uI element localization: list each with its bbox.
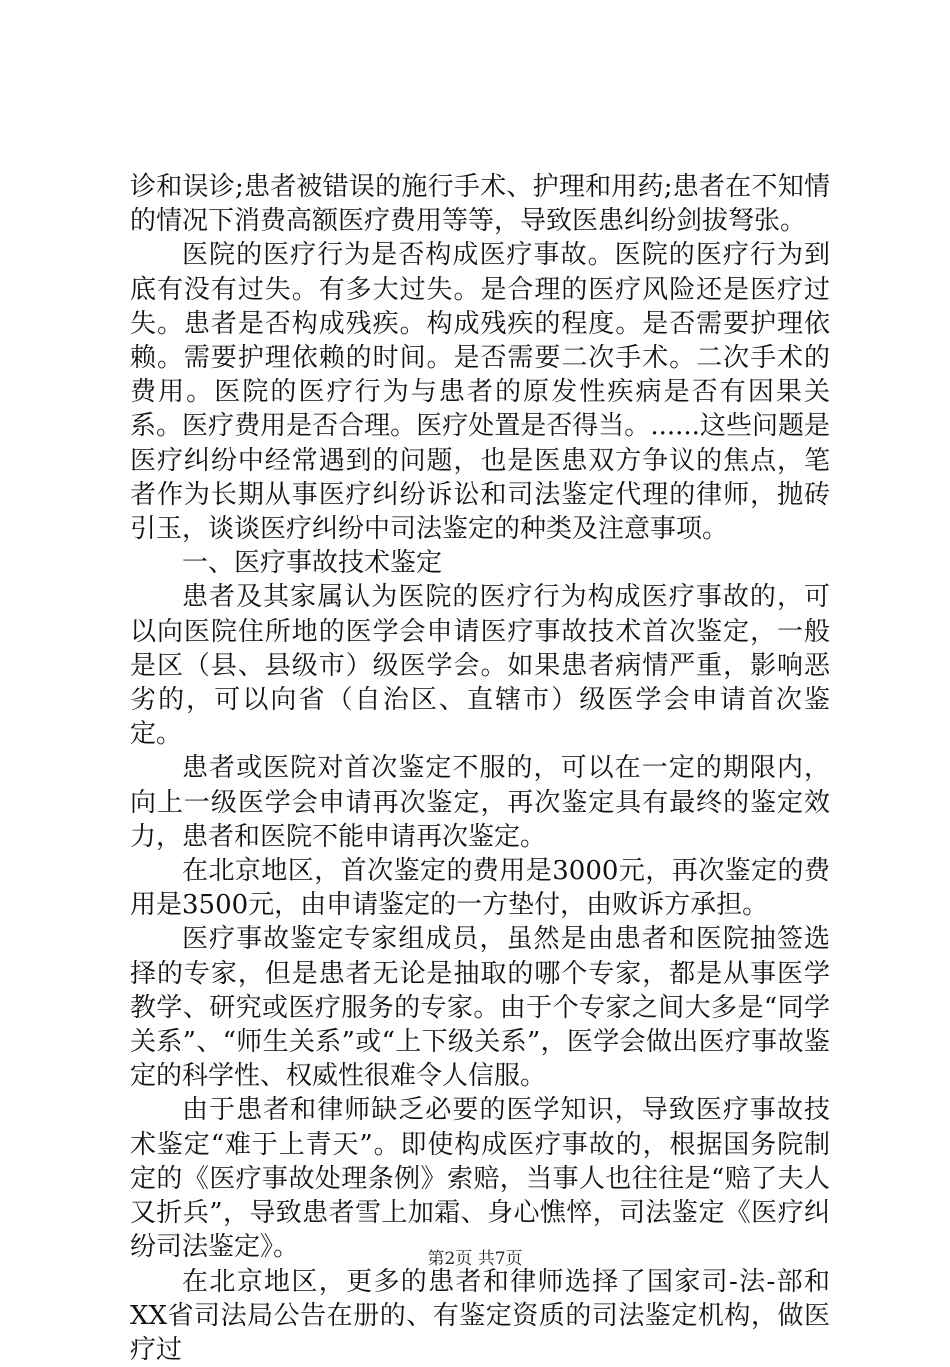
- paragraph: 在北京地区，更多的患者和律师选择了国家司-法-部和XX省司法局公告在册的、有鉴定资质的司法鉴定机构，做医疗过: [130, 1265, 830, 1367]
- paragraph: 由于患者和律师缺乏必要的医学知识，导致医疗事故技术鉴定“难于上青天”。即使构成医疗事故的，根据国务院制定的《医疗事故处理条例》索赔，当事人也往往是“赔了夫人又折兵”，导致患者雪上加霜、身心憔悴，司法鉴定《医疗纠纷司法鉴定》。: [130, 1093, 830, 1264]
- paragraph: 医院的医疗行为是否构成医疗事故。医院的医疗行为到底有没有过失。有多大过失。是合理的医疗风险还是医疗过失。患者是否构成残疾。构成残疾的程度。是否需要护理依赖。需要护理依赖的时间。是否需要二次手术。二次手术的费用。医院的医疗行为与患者的原发性疾病是否有因果关系。医疗费用是否合理。医疗处置是否得当。......这些问题是医疗纠纷中经常遇到的问题，也是医患双方争议的焦点，笔者作为长期从事医疗纠纷诉讼和司法鉴定代理的律师，抛砖引玉，谈谈医疗纠纷中司法鉴定的种类及注意事项。: [130, 238, 830, 546]
- paragraph: 患者及其家属认为医院的医疗行为构成医疗事故的，可以向医院住所地的医学会申请医疗事故技术首次鉴定，一般是区（县、县级市）级医学会。如果患者病情严重，影响恶劣的，可以向省（自治区、直辖市）级医学会申请首次鉴定。: [130, 580, 830, 751]
- section-heading: 一、医疗事故技术鉴定: [130, 546, 830, 580]
- body-text: [130, 170, 830, 1367]
- paragraph-continuation: 诊和误诊;患者被错误的施行手术、护理和用药;患者在不知情的情况下消费高额医疗费用等等，导致医患纠纷剑拔弩张。: [130, 170, 830, 238]
- page-number: 第2页 共7页: [0, 1244, 950, 1269]
- paragraph: 患者或医院对首次鉴定不服的，可以在一定的期限内，向上一级医学会申请再次鉴定，再次鉴定具有最终的鉴定效力，患者和医院不能申请再次鉴定。: [130, 751, 830, 854]
- paragraph: 在北京地区，首次鉴定的费用是3000元，再次鉴定的费用是3500元，由申请鉴定的一方垫付，由败诉方承担。: [130, 854, 830, 922]
- paragraph: 医疗事故鉴定专家组成员，虽然是由患者和医院抽签选择的专家，但是患者无论是抽取的哪个专家，都是从事医学教学、研究或医疗服务的专家。由于个专家之间大多是“同学关系”、“师生关系”或“上下级关系”，医学会做出医疗事故鉴定的科学性、权威性很难令人信服。: [130, 922, 830, 1093]
